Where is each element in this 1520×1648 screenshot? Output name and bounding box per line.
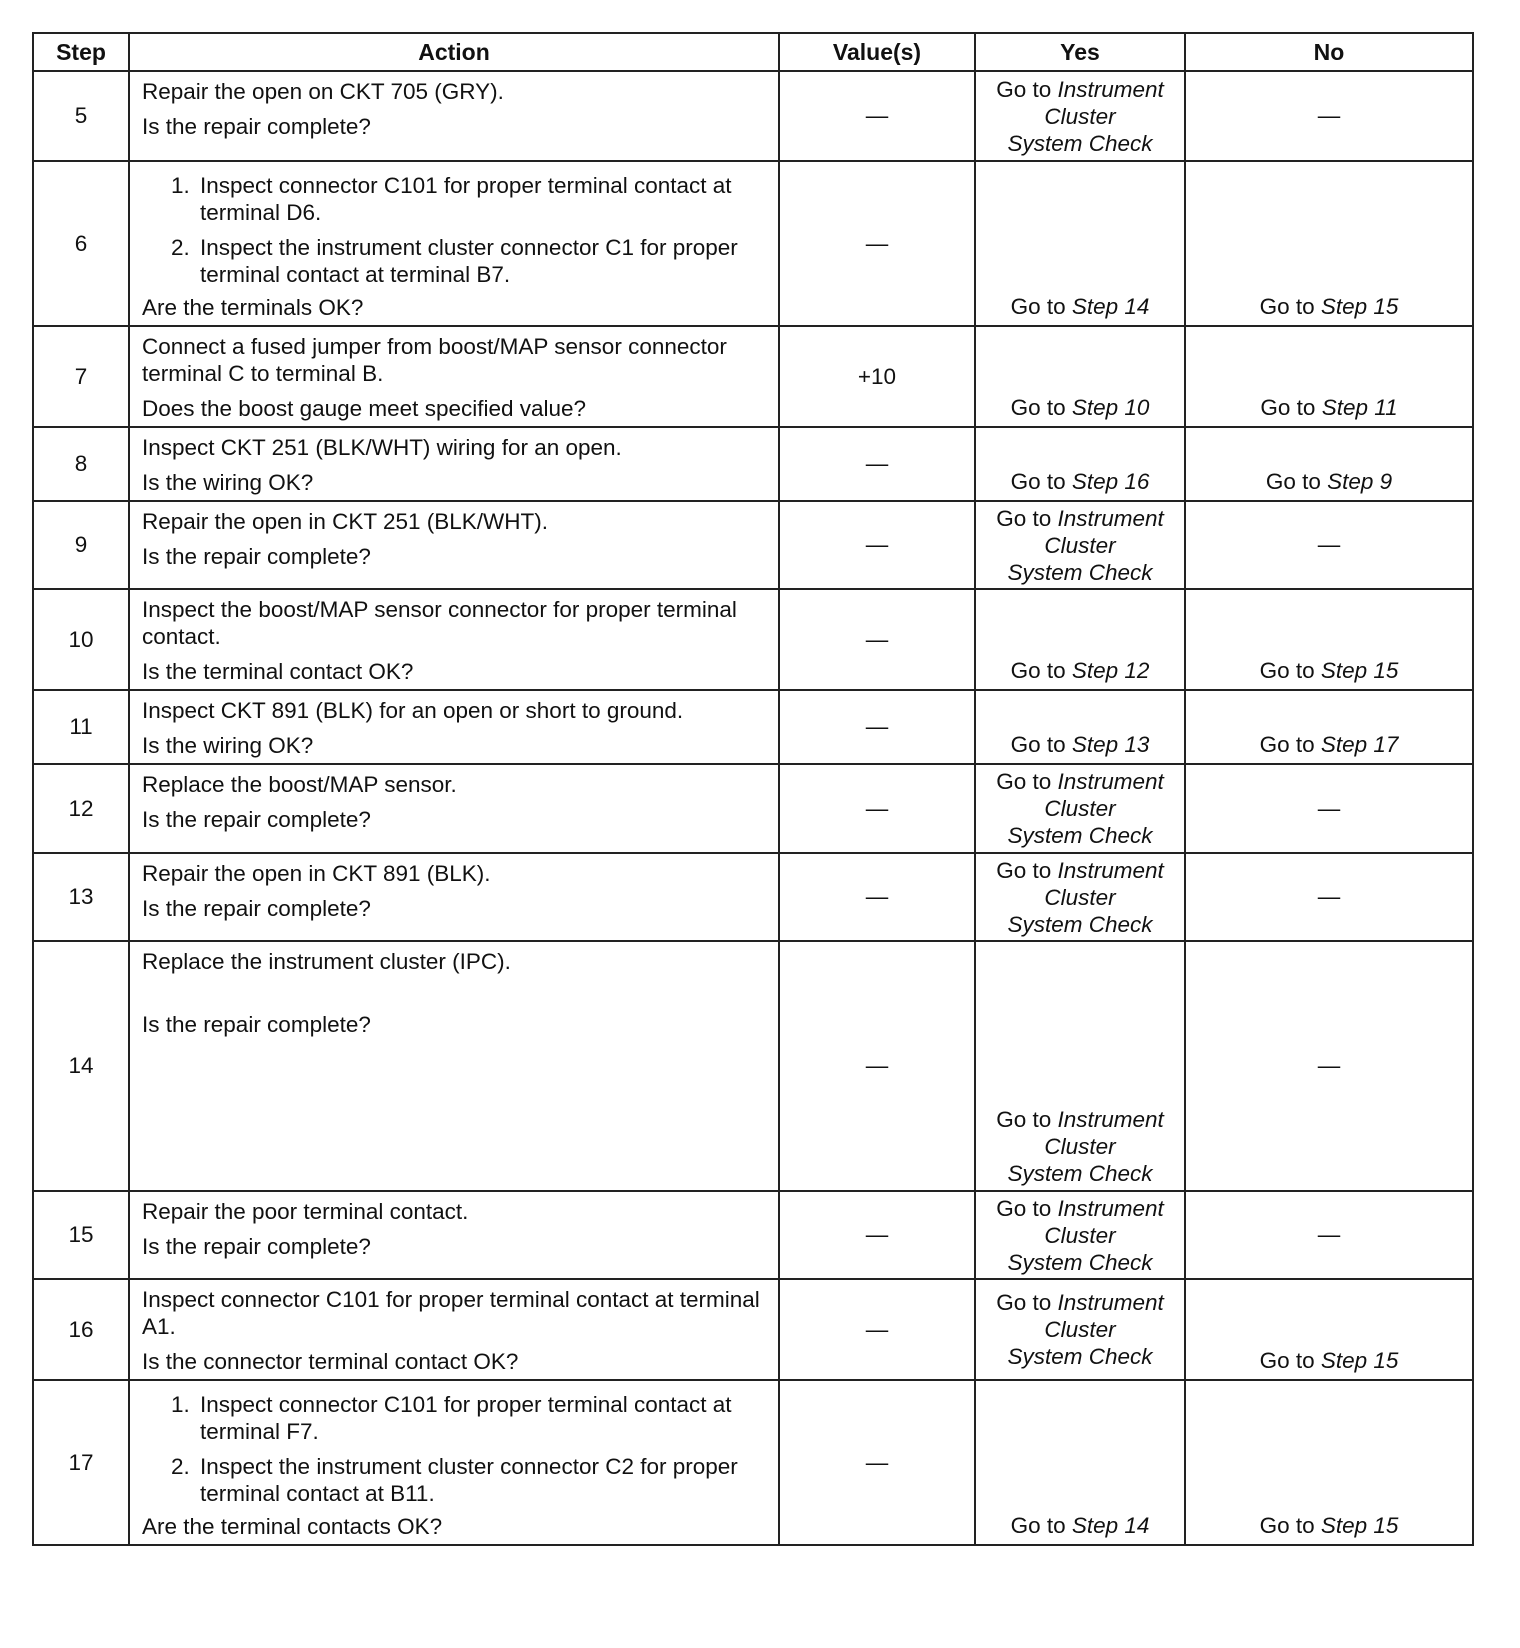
value-cell: — <box>779 1279 975 1380</box>
value-cell: — <box>779 1191 975 1279</box>
table-header <box>33 33 1473 71</box>
action-cell <box>129 71 779 161</box>
action-text: Repair the open on CKT 705 (GRY). <box>142 79 504 104</box>
ic-check-part: System Check <box>1007 1161 1153 1186</box>
action-text: Replace the boost/MAP sensor. <box>142 772 457 797</box>
step-number: 17 <box>33 1380 129 1545</box>
yes-cell <box>975 71 1185 161</box>
yes-cell <box>975 589 1185 690</box>
action-list-item: 2. Inspect the instrument cluster connector C2 for proper terminal contact at B11. <box>196 1453 766 1507</box>
goto-text: Go to <box>996 1107 1052 1132</box>
no-cell: — <box>1185 941 1473 1191</box>
goto-text: Go to <box>1010 658 1066 683</box>
value-cell: — <box>779 71 975 161</box>
action-text: Repair the poor terminal contact. <box>142 1199 469 1224</box>
step-number: 7 <box>33 326 129 427</box>
table-row <box>33 690 1473 764</box>
ic-check-part: Cluster <box>1044 884 1116 910</box>
header-action: Action <box>129 33 779 71</box>
no-cell: — <box>1185 501 1473 589</box>
ic-check-part: Instrument <box>1057 1290 1164 1315</box>
value-cell: +10 <box>779 326 975 427</box>
goto-text: Go to <box>996 505 1052 531</box>
table-row <box>33 764 1473 853</box>
header-no: No <box>1185 33 1473 71</box>
ic-check-part: Instrument <box>1057 1107 1164 1132</box>
table-row <box>33 589 1473 690</box>
no-cell <box>1185 1279 1473 1380</box>
step-ref: Step 10 <box>1071 395 1150 420</box>
step-ref: Step 11 <box>1321 395 1398 420</box>
action-question: Is the connector terminal contact OK? <box>142 1349 519 1374</box>
action-question: Is the repair complete? <box>142 544 371 569</box>
action-question: Is the terminal contact OK? <box>142 659 414 684</box>
yes-cell <box>975 690 1185 764</box>
goto-text: Go to <box>1265 469 1321 494</box>
no-cell <box>1185 427 1473 501</box>
action-cell <box>129 1380 779 1545</box>
action-cell <box>129 1279 779 1380</box>
yes-cell <box>975 941 1185 1191</box>
action-question: Is the wiring OK? <box>142 733 314 758</box>
step-ref: Step 15 <box>1320 1513 1399 1538</box>
step-ref: Step 12 <box>1071 658 1150 683</box>
ic-check-part: Cluster <box>1044 796 1116 821</box>
value-cell: — <box>779 764 975 853</box>
ic-check-part: System Check <box>1007 911 1153 937</box>
table-row <box>33 326 1473 427</box>
step-ref: Step 15 <box>1320 658 1399 683</box>
action-cell <box>129 161 779 326</box>
ic-check-part: Instrument <box>1057 1195 1164 1221</box>
yes-cell <box>975 1279 1185 1380</box>
step-ref: Step 16 <box>1071 469 1150 494</box>
ic-check-part: Instrument <box>1057 76 1164 102</box>
goto-text: Go to <box>996 1195 1052 1221</box>
yes-cell <box>975 501 1185 589</box>
action-question: Is the repair complete? <box>142 896 371 921</box>
step-number: 12 <box>33 764 129 853</box>
step-number: 14 <box>33 941 129 1191</box>
step-ref: Step 15 <box>1320 1348 1399 1373</box>
goto-text: Go to <box>1010 395 1066 420</box>
action-text: Inspect connector C101 for proper terminal contact at terminal A1. <box>142 1287 760 1339</box>
action-question: Are the terminals OK? <box>142 295 364 320</box>
action-question: Is the repair complete? <box>142 1234 371 1259</box>
value-cell: — <box>779 589 975 690</box>
action-list-item: 1. Inspect connector C101 for proper terminal contact at terminal D6. <box>196 172 766 226</box>
table-row <box>33 1380 1473 1545</box>
value-cell: — <box>779 853 975 941</box>
ic-check-part: Instrument <box>1057 505 1164 531</box>
action-text: Inspect the boost/MAP sensor connector for proper terminal contact. <box>142 597 737 649</box>
ic-check-part: Instrument <box>1057 769 1164 794</box>
table-row <box>33 161 1473 326</box>
no-cell: — <box>1185 853 1473 941</box>
table-body <box>33 71 1473 1545</box>
table-row <box>33 941 1473 1191</box>
action-text: Inspect CKT 891 (BLK) for an open or short to ground. <box>142 698 684 723</box>
action-cell <box>129 589 779 690</box>
action-cell <box>129 1191 779 1279</box>
action-text: Inspect CKT 251 (BLK/WHT) wiring for an open. <box>142 435 622 460</box>
header-row <box>33 33 1473 71</box>
step-ref: Step 17 <box>1320 732 1399 757</box>
ic-check-part: System Check <box>1007 1249 1153 1275</box>
action-text: Repair the open in CKT 251 (BLK/WHT). <box>142 509 549 534</box>
action-cell <box>129 853 779 941</box>
goto-text: Go to <box>996 769 1052 794</box>
step-ref: Step 14 <box>1071 294 1150 319</box>
yes-goto-line <box>976 76 1184 103</box>
action-question: Is the repair complete? <box>142 114 371 139</box>
action-question: Is the repair complete? <box>142 1012 371 1037</box>
yes-cell <box>975 764 1185 853</box>
goto-text: Go to <box>1010 294 1066 319</box>
goto-text: Go to <box>1259 1348 1315 1373</box>
ic-check-part: Cluster <box>1044 103 1116 129</box>
action-cell <box>129 941 779 1191</box>
no-cell: — <box>1185 764 1473 853</box>
table-row <box>33 1279 1473 1380</box>
step-number: 9 <box>33 501 129 589</box>
header-step: Step <box>33 33 129 71</box>
goto-text: Go to <box>1010 732 1066 757</box>
ic-check-part: Cluster <box>1044 532 1116 558</box>
action-cell <box>129 427 779 501</box>
table-row <box>33 853 1473 941</box>
ic-check-part: Instrument <box>1057 857 1164 883</box>
ic-check-part: System Check <box>1007 1344 1153 1369</box>
ic-check-part: Cluster <box>1044 1222 1116 1248</box>
action-list <box>142 172 766 288</box>
yes-cell <box>975 853 1185 941</box>
yes-cell <box>975 427 1185 501</box>
value-cell: — <box>779 690 975 764</box>
step-number: 13 <box>33 853 129 941</box>
goto-text: Go to <box>1010 1513 1066 1538</box>
action-text: Repair the open in CKT 891 (BLK). <box>142 861 491 886</box>
action-cell <box>129 764 779 853</box>
goto-text: Go to <box>996 857 1052 883</box>
yes-goto-line <box>976 1289 1184 1316</box>
value-cell: — <box>779 501 975 589</box>
action-cell <box>129 326 779 427</box>
table-row <box>33 1191 1473 1279</box>
yes-cell <box>975 161 1185 326</box>
step-ref: Step 13 <box>1071 732 1150 757</box>
goto-text: Go to <box>1259 1513 1315 1538</box>
step-number: 11 <box>33 690 129 764</box>
no-cell <box>1185 161 1473 326</box>
ic-check-part: Cluster <box>1044 1317 1116 1342</box>
ic-check-part: System Check <box>1007 559 1153 585</box>
no-cell <box>1185 326 1473 427</box>
action-list-item: 1. Inspect connector C101 for proper terminal contact at terminal F7. <box>196 1391 766 1445</box>
goto-text: Go to <box>1010 469 1066 494</box>
action-list-item: 2. Inspect the instrument cluster connector C1 for proper terminal contact at terminal B7. <box>196 234 766 288</box>
goto-text: Go to <box>996 1290 1052 1315</box>
ic-check-part: System Check <box>1007 823 1153 848</box>
table-row <box>33 427 1473 501</box>
action-cell <box>129 690 779 764</box>
step-number: 8 <box>33 427 129 501</box>
yes-goto-line <box>976 857 1184 884</box>
action-question: Are the terminal contacts OK? <box>142 1514 443 1539</box>
yes-goto-line <box>976 505 1184 532</box>
goto-text: Go to <box>1260 395 1316 420</box>
step-number: 16 <box>33 1279 129 1380</box>
action-cell <box>129 501 779 589</box>
step-ref: Step 14 <box>1071 1513 1150 1538</box>
goto-text: Go to <box>1259 732 1315 757</box>
step-ref: Step 15 <box>1320 294 1399 319</box>
yes-goto-line <box>976 1106 1184 1133</box>
goto-text: Go to <box>1259 658 1315 683</box>
action-question: Is the wiring OK? <box>142 470 314 495</box>
action-text: Connect a fused jumper from boost/MAP sensor connector terminal C to terminal B. <box>142 334 727 386</box>
yes-cell <box>975 1191 1185 1279</box>
no-cell <box>1185 1380 1473 1545</box>
step-ref: Step 9 <box>1327 469 1393 494</box>
value-cell: — <box>779 941 975 1191</box>
table-row <box>33 71 1473 161</box>
no-cell: — <box>1185 1191 1473 1279</box>
action-question: Does the boost gauge meet specified value? <box>142 396 587 421</box>
step-number: 15 <box>33 1191 129 1279</box>
diagnostic-table <box>32 32 1474 1546</box>
ic-check-part: Cluster <box>1044 1134 1116 1159</box>
yes-cell <box>975 326 1185 427</box>
step-number: 6 <box>33 161 129 326</box>
goto-text: Go to <box>996 76 1052 102</box>
action-question: Is the repair complete? <box>142 807 371 832</box>
value-cell: — <box>779 1380 975 1545</box>
no-cell <box>1185 589 1473 690</box>
yes-cell <box>975 1380 1185 1545</box>
step-number: 10 <box>33 589 129 690</box>
header-yes: Yes <box>975 33 1185 71</box>
ic-check-part: System Check <box>1007 130 1153 156</box>
value-cell: — <box>779 161 975 326</box>
header-values: Value(s) <box>779 33 975 71</box>
yes-goto-line <box>976 1195 1184 1222</box>
step-number: 5 <box>33 71 129 161</box>
table-row <box>33 501 1473 589</box>
goto-text: Go to <box>1259 294 1315 319</box>
action-list <box>142 1391 766 1507</box>
no-cell <box>1185 690 1473 764</box>
no-cell: — <box>1185 71 1473 161</box>
value-cell: — <box>779 427 975 501</box>
action-text: Replace the instrument cluster (IPC). <box>142 949 511 974</box>
yes-goto-line <box>976 768 1184 795</box>
